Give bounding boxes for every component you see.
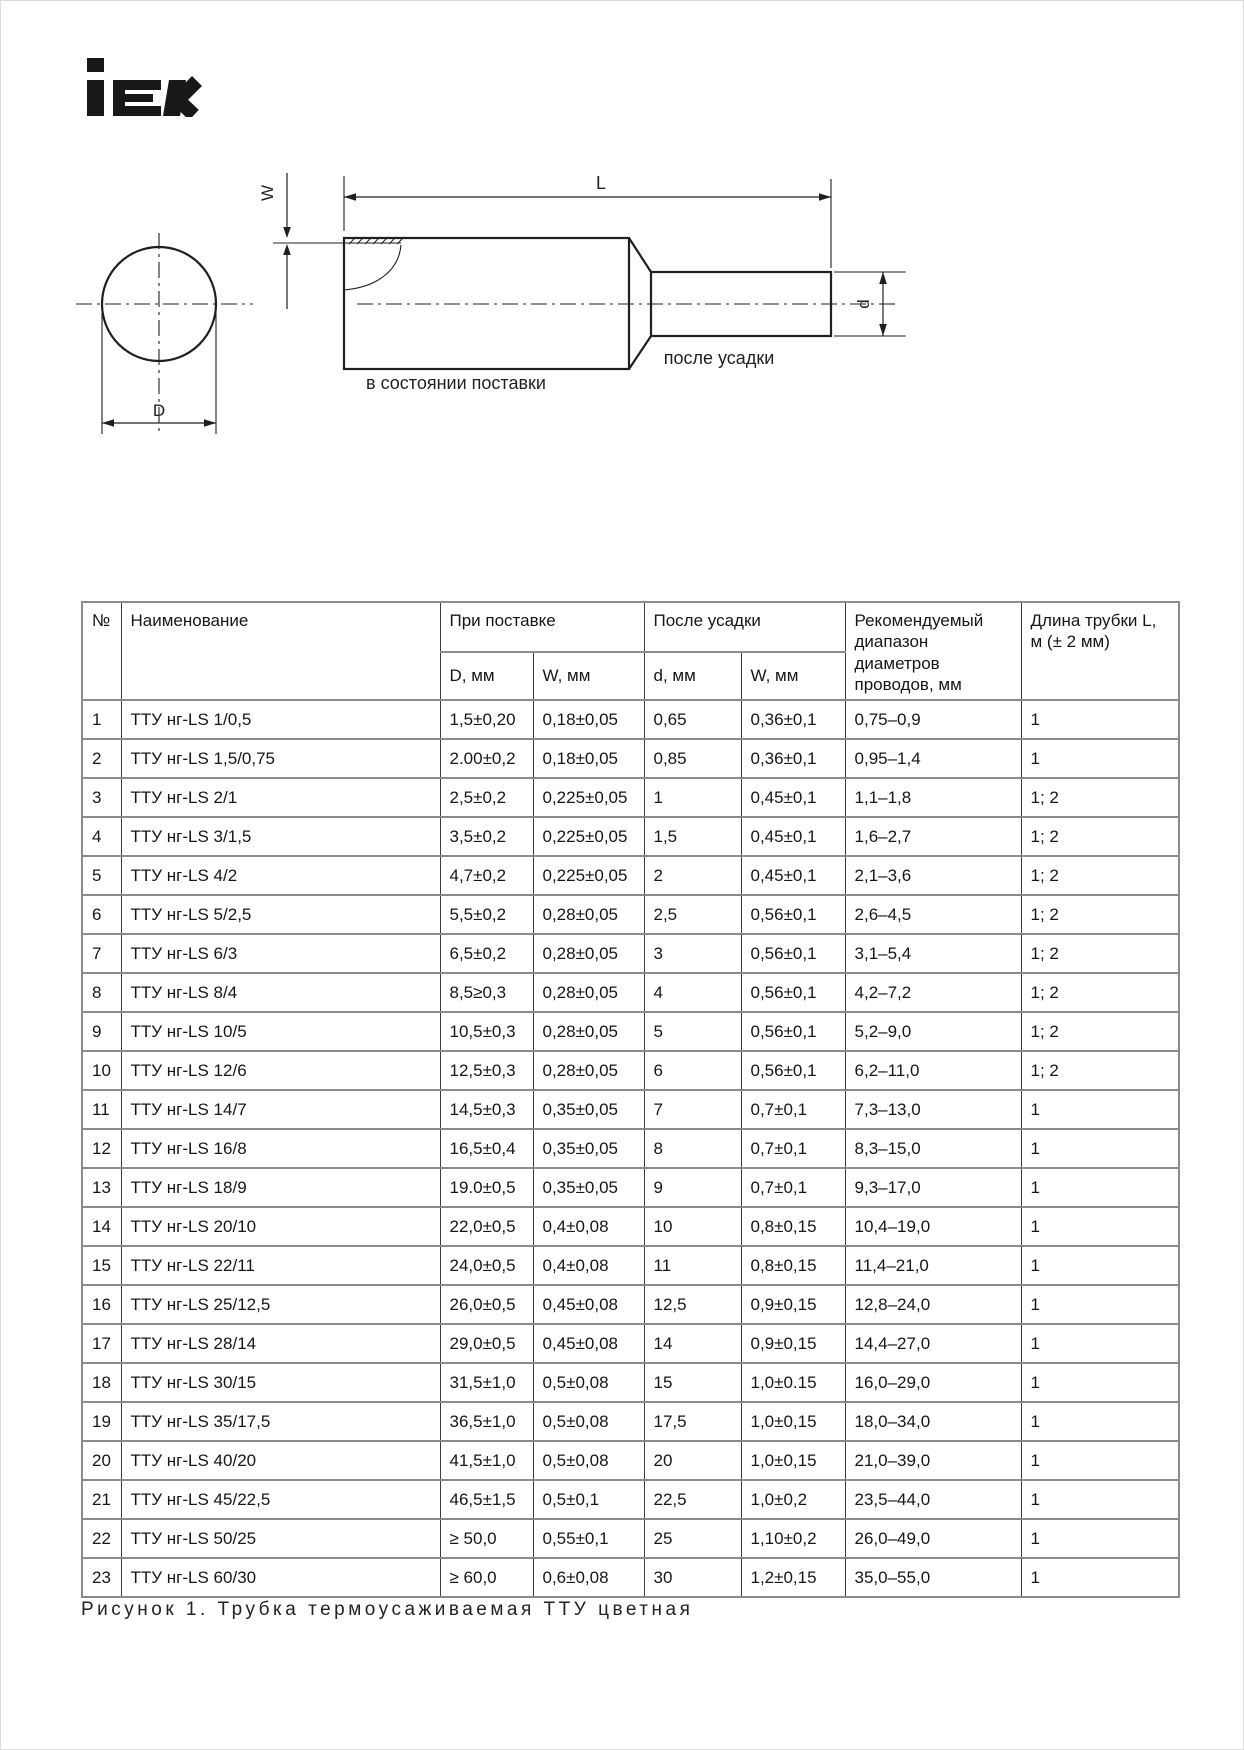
cell-W-shrink: 1,0±0,2 xyxy=(741,1480,845,1519)
spec-table-body xyxy=(82,700,1179,1597)
cell-range: 11,4–21,0 xyxy=(845,1246,1021,1285)
table-row xyxy=(82,1051,1179,1090)
cell-W-shrink: 0,45±0,1 xyxy=(741,778,845,817)
cell-name: ТТУ нг-LS 1,5/0,75 xyxy=(121,739,440,778)
header-range: Рекомендуемый диапазон диаметров проводов, мм xyxy=(845,602,1021,700)
cell-D-supply: 29,0±0,5 xyxy=(440,1324,533,1363)
cell-range: 18,0–34,0 xyxy=(845,1402,1021,1441)
cell-W-supply: 0,45±0,08 xyxy=(533,1285,644,1324)
cell-num: 19 xyxy=(82,1402,121,1441)
cell-D-supply: 19.0±0,5 xyxy=(440,1168,533,1207)
table-row xyxy=(82,856,1179,895)
table-row xyxy=(82,1246,1179,1285)
table-row xyxy=(82,1558,1179,1597)
cell-d-shrink: 2 xyxy=(644,856,741,895)
cell-name: ТТУ нг-LS 3/1,5 xyxy=(121,817,440,856)
iek-logo xyxy=(87,57,205,117)
cell-range: 9,3–17,0 xyxy=(845,1168,1021,1207)
cell-d-shrink: 6 xyxy=(644,1051,741,1090)
cell-name: ТТУ нг-LS 16/8 xyxy=(121,1129,440,1168)
cell-W-shrink: 0,8±0,15 xyxy=(741,1207,845,1246)
cell-length: 1; 2 xyxy=(1021,1051,1179,1090)
cell-D-supply: 5,5±0,2 xyxy=(440,895,533,934)
cell-d-shrink: 5 xyxy=(644,1012,741,1051)
cell-D-supply: 8,5≥0,3 xyxy=(440,973,533,1012)
header-name: Наименование xyxy=(121,602,440,700)
cell-num: 18 xyxy=(82,1363,121,1402)
cell-W-shrink: 0,45±0,1 xyxy=(741,817,845,856)
cell-d-shrink: 30 xyxy=(644,1558,741,1597)
spec-table xyxy=(81,601,1180,1598)
cell-W-supply: 0,35±0,05 xyxy=(533,1090,644,1129)
wall-cut-curve xyxy=(344,245,401,290)
cell-num: 4 xyxy=(82,817,121,856)
dim-label-L: L xyxy=(595,173,607,193)
table-row xyxy=(82,1324,1179,1363)
cell-W-shrink: 0,56±0,1 xyxy=(741,934,845,973)
cell-name: ТТУ нг-LS 5/2,5 xyxy=(121,895,440,934)
cell-name: ТТУ нг-LS 18/9 xyxy=(121,1168,440,1207)
cell-length: 1 xyxy=(1021,1558,1179,1597)
cell-length: 1 xyxy=(1021,1207,1179,1246)
cell-range: 12,8–24,0 xyxy=(845,1285,1021,1324)
cell-W-supply: 0,225±0,05 xyxy=(533,856,644,895)
cell-D-supply: 26,0±0,5 xyxy=(440,1285,533,1324)
table-row xyxy=(82,1090,1179,1129)
cell-W-shrink: 1,0±0,15 xyxy=(741,1441,845,1480)
cell-d-shrink: 22,5 xyxy=(644,1480,741,1519)
cell-d-shrink: 20 xyxy=(644,1441,741,1480)
cell-W-supply: 0,4±0,08 xyxy=(533,1207,644,1246)
cell-D-supply: ≥ 60,0 xyxy=(440,1558,533,1597)
table-row xyxy=(82,1519,1179,1558)
table-row xyxy=(82,973,1179,1012)
cell-num: 16 xyxy=(82,1285,121,1324)
cell-length: 1; 2 xyxy=(1021,856,1179,895)
cell-W-supply: 0,5±0,1 xyxy=(533,1480,644,1519)
cell-length: 1 xyxy=(1021,1480,1179,1519)
cell-W-supply: 0,35±0,05 xyxy=(533,1168,644,1207)
cell-D-supply: ≥ 50,0 xyxy=(440,1519,533,1558)
cell-num: 23 xyxy=(82,1558,121,1597)
table-row xyxy=(82,1129,1179,1168)
cell-length: 1; 2 xyxy=(1021,895,1179,934)
cell-name: ТТУ нг-LS 35/17,5 xyxy=(121,1402,440,1441)
cell-d-shrink: 10 xyxy=(644,1207,741,1246)
cell-length: 1 xyxy=(1021,1090,1179,1129)
table-row xyxy=(82,934,1179,973)
cell-length: 1 xyxy=(1021,1324,1179,1363)
cell-length: 1 xyxy=(1021,1363,1179,1402)
cell-d-shrink: 25 xyxy=(644,1519,741,1558)
table-row xyxy=(82,817,1179,856)
cell-W-supply: 0,5±0,08 xyxy=(533,1363,644,1402)
cell-D-supply: 14,5±0,3 xyxy=(440,1090,533,1129)
cell-D-supply: 46,5±1,5 xyxy=(440,1480,533,1519)
cell-W-supply: 0,28±0,05 xyxy=(533,973,644,1012)
table-row xyxy=(82,1168,1179,1207)
cell-name: ТТУ нг-LS 1/0,5 xyxy=(121,700,440,739)
table-row xyxy=(82,1480,1179,1519)
cell-length: 1; 2 xyxy=(1021,778,1179,817)
cell-name: ТТУ нг-LS 28/14 xyxy=(121,1324,440,1363)
cell-W-shrink: 0,56±0,1 xyxy=(741,895,845,934)
cell-d-shrink: 1,5 xyxy=(644,817,741,856)
cell-length: 1 xyxy=(1021,1246,1179,1285)
cell-W-supply: 0,28±0,05 xyxy=(533,895,644,934)
table-row xyxy=(82,1207,1179,1246)
cell-W-shrink: 0,7±0,1 xyxy=(741,1168,845,1207)
cell-range: 35,0–55,0 xyxy=(845,1558,1021,1597)
cell-d-shrink: 8 xyxy=(644,1129,741,1168)
cell-name: ТТУ нг-LS 14/7 xyxy=(121,1090,440,1129)
cell-num: 20 xyxy=(82,1441,121,1480)
cell-num: 1 xyxy=(82,700,121,739)
table-row xyxy=(82,895,1179,934)
figure-caption: Рисунок 1. Трубка термоусаживаемая ТТУ цветная xyxy=(81,1599,694,1620)
cell-num: 8 xyxy=(82,973,121,1012)
cell-W-supply: 0,6±0,08 xyxy=(533,1558,644,1597)
logo-e xyxy=(113,80,161,116)
cell-range: 0,75–0,9 xyxy=(845,700,1021,739)
cell-num: 5 xyxy=(82,856,121,895)
cell-num: 12 xyxy=(82,1129,121,1168)
logo-i-stem xyxy=(87,80,104,116)
cell-W-supply: 0,45±0,08 xyxy=(533,1324,644,1363)
table-row xyxy=(82,778,1179,817)
cell-name: ТТУ нг-LS 40/20 xyxy=(121,1441,440,1480)
spec-table-header xyxy=(82,602,1179,700)
cell-D-supply: 12,5±0,3 xyxy=(440,1051,533,1090)
cell-num: 6 xyxy=(82,895,121,934)
cell-length: 1 xyxy=(1021,1285,1179,1324)
cell-W-shrink: 0,8±0,15 xyxy=(741,1246,845,1285)
cell-W-supply: 0,225±0,05 xyxy=(533,778,644,817)
cell-name: ТТУ нг-LS 4/2 xyxy=(121,856,440,895)
cell-W-supply: 0,18±0,05 xyxy=(533,739,644,778)
cell-name: ТТУ нг-LS 45/22,5 xyxy=(121,1480,440,1519)
header-W-shrink: W, мм xyxy=(741,652,845,700)
cell-W-shrink: 0,36±0,1 xyxy=(741,739,845,778)
cell-D-supply: 2,5±0,2 xyxy=(440,778,533,817)
cell-d-shrink: 2,5 xyxy=(644,895,741,934)
cell-range: 21,0–39,0 xyxy=(845,1441,1021,1480)
cell-W-supply: 0,28±0,05 xyxy=(533,1012,644,1051)
taper-bottom xyxy=(629,336,651,369)
cell-name: ТТУ нг-LS 50/25 xyxy=(121,1519,440,1558)
table-row xyxy=(82,1012,1179,1051)
dim-label-d: d xyxy=(854,299,873,309)
cell-d-shrink: 17,5 xyxy=(644,1402,741,1441)
tube-diagram xyxy=(61,151,921,481)
cell-num: 11 xyxy=(82,1090,121,1129)
cell-d-shrink: 0,65 xyxy=(644,700,741,739)
cell-name: ТТУ нг-LS 2/1 xyxy=(121,778,440,817)
cell-length: 1 xyxy=(1021,1441,1179,1480)
header-group-supply: При поставке xyxy=(440,602,644,652)
cell-d-shrink: 9 xyxy=(644,1168,741,1207)
cell-W-shrink: 0,7±0,1 xyxy=(741,1129,845,1168)
label-after-shrink: после усадки xyxy=(663,348,775,368)
cell-d-shrink: 1 xyxy=(644,778,741,817)
cell-name: ТТУ нг-LS 60/30 xyxy=(121,1558,440,1597)
cell-length: 1 xyxy=(1021,739,1179,778)
cell-length: 1; 2 xyxy=(1021,817,1179,856)
table-row xyxy=(82,1285,1179,1324)
cell-num: 9 xyxy=(82,1012,121,1051)
cell-range: 10,4–19,0 xyxy=(845,1207,1021,1246)
cell-num: 2 xyxy=(82,739,121,778)
cell-length: 1 xyxy=(1021,1168,1179,1207)
cell-length: 1; 2 xyxy=(1021,934,1179,973)
cell-range: 1,1–1,8 xyxy=(845,778,1021,817)
cell-num: 14 xyxy=(82,1207,121,1246)
cell-range: 23,5–44,0 xyxy=(845,1480,1021,1519)
cell-W-shrink: 0,56±0,1 xyxy=(741,1012,845,1051)
cell-range: 5,2–9,0 xyxy=(845,1012,1021,1051)
dim-label-W: W xyxy=(258,184,277,202)
cell-D-supply: 36,5±1,0 xyxy=(440,1402,533,1441)
cell-D-supply: 24,0±0,5 xyxy=(440,1246,533,1285)
cell-d-shrink: 11 xyxy=(644,1246,741,1285)
cell-d-shrink: 4 xyxy=(644,973,741,1012)
cell-W-shrink: 1,0±0,15 xyxy=(741,1402,845,1441)
cell-range: 0,95–1,4 xyxy=(845,739,1021,778)
cell-range: 8,3–15,0 xyxy=(845,1129,1021,1168)
cell-W-shrink: 0,36±0,1 xyxy=(741,700,845,739)
cell-W-supply: 0,18±0,05 xyxy=(533,700,644,739)
cell-name: ТТУ нг-LS 6/3 xyxy=(121,934,440,973)
cell-W-supply: 0,55±0,1 xyxy=(533,1519,644,1558)
table-row xyxy=(82,1441,1179,1480)
cell-name: ТТУ нг-LS 20/10 xyxy=(121,1207,440,1246)
taper-top xyxy=(629,238,651,272)
cell-num: 17 xyxy=(82,1324,121,1363)
cell-d-shrink: 3 xyxy=(644,934,741,973)
cell-range: 2,6–4,5 xyxy=(845,895,1021,934)
cell-range: 14,4–27,0 xyxy=(845,1324,1021,1363)
cell-W-shrink: 1,10±0,2 xyxy=(741,1519,845,1558)
cell-num: 22 xyxy=(82,1519,121,1558)
cell-length: 1 xyxy=(1021,1519,1179,1558)
cell-D-supply: 1,5±0,20 xyxy=(440,700,533,739)
header-D-supply: D, мм xyxy=(440,652,533,700)
cell-range: 3,1–5,4 xyxy=(845,934,1021,973)
cell-range: 6,2–11,0 xyxy=(845,1051,1021,1090)
cell-range: 26,0–49,0 xyxy=(845,1519,1021,1558)
cell-name: ТТУ нг-LS 25/12,5 xyxy=(121,1285,440,1324)
cell-W-supply: 0,28±0,05 xyxy=(533,1051,644,1090)
header-W-supply: W, мм xyxy=(533,652,644,700)
cell-range: 16,0–29,0 xyxy=(845,1363,1021,1402)
cell-num: 15 xyxy=(82,1246,121,1285)
logo-i-dot xyxy=(87,58,104,72)
dim-label-D: D xyxy=(152,401,166,420)
cell-name: ТТУ нг-LS 12/6 xyxy=(121,1051,440,1090)
cell-length: 1 xyxy=(1021,700,1179,739)
cell-W-shrink: 0,56±0,1 xyxy=(741,973,845,1012)
cell-D-supply: 31,5±1,0 xyxy=(440,1363,533,1402)
cell-name: ТТУ нг-LS 22/11 xyxy=(121,1246,440,1285)
header-num: № xyxy=(82,602,121,700)
cell-D-supply: 4,7±0,2 xyxy=(440,856,533,895)
cell-D-supply: 2.00±0,2 xyxy=(440,739,533,778)
cell-W-shrink: 0,56±0,1 xyxy=(741,1051,845,1090)
cell-W-supply: 0,35±0,05 xyxy=(533,1129,644,1168)
header-d-shrink: d, мм xyxy=(644,652,741,700)
cell-D-supply: 6,5±0,2 xyxy=(440,934,533,973)
header-group-shrink: После усадки xyxy=(644,602,845,652)
cell-length: 1 xyxy=(1021,1129,1179,1168)
cell-W-supply: 0,5±0,08 xyxy=(533,1402,644,1441)
cell-num: 13 xyxy=(82,1168,121,1207)
cell-d-shrink: 0,85 xyxy=(644,739,741,778)
cell-d-shrink: 15 xyxy=(644,1363,741,1402)
table-row xyxy=(82,1363,1179,1402)
cell-W-shrink: 0,7±0,1 xyxy=(741,1090,845,1129)
header-length: Длина трубки L, м (± 2 мм) xyxy=(1021,602,1179,700)
cell-W-supply: 0,28±0,05 xyxy=(533,934,644,973)
cell-num: 10 xyxy=(82,1051,121,1090)
cell-W-supply: 0,225±0,05 xyxy=(533,817,644,856)
cell-W-shrink: 0,9±0,15 xyxy=(741,1285,845,1324)
cell-d-shrink: 14 xyxy=(644,1324,741,1363)
cell-length: 1; 2 xyxy=(1021,1012,1179,1051)
cell-num: 3 xyxy=(82,778,121,817)
cell-length: 1; 2 xyxy=(1021,973,1179,1012)
label-supplied-state: в состоянии поставки xyxy=(366,373,546,393)
table-row xyxy=(82,700,1179,739)
cell-d-shrink: 7 xyxy=(644,1090,741,1129)
cell-name: ТТУ нг-LS 30/15 xyxy=(121,1363,440,1402)
cell-num: 7 xyxy=(82,934,121,973)
cell-range: 2,1–3,6 xyxy=(845,856,1021,895)
cell-range: 7,3–13,0 xyxy=(845,1090,1021,1129)
cell-W-shrink: 1,2±0,15 xyxy=(741,1558,845,1597)
cell-D-supply: 16,5±0,4 xyxy=(440,1129,533,1168)
cell-D-supply: 41,5±1,0 xyxy=(440,1441,533,1480)
cell-range: 4,2–7,2 xyxy=(845,973,1021,1012)
cell-length: 1 xyxy=(1021,1402,1179,1441)
cell-D-supply: 3,5±0,2 xyxy=(440,817,533,856)
cell-W-shrink: 1,0±0.15 xyxy=(741,1363,845,1402)
cell-num: 21 xyxy=(82,1480,121,1519)
cell-name: ТТУ нг-LS 10/5 xyxy=(121,1012,440,1051)
cell-W-supply: 0,4±0,08 xyxy=(533,1246,644,1285)
cell-W-shrink: 0,45±0,1 xyxy=(741,856,845,895)
table-row xyxy=(82,1402,1179,1441)
cell-W-shrink: 0,9±0,15 xyxy=(741,1324,845,1363)
cell-D-supply: 22,0±0,5 xyxy=(440,1207,533,1246)
cell-name: ТТУ нг-LS 8/4 xyxy=(121,973,440,1012)
cell-D-supply: 10,5±0,3 xyxy=(440,1012,533,1051)
cell-d-shrink: 12,5 xyxy=(644,1285,741,1324)
table-row xyxy=(82,739,1179,778)
cell-range: 1,6–2,7 xyxy=(845,817,1021,856)
cell-W-supply: 0,5±0,08 xyxy=(533,1441,644,1480)
